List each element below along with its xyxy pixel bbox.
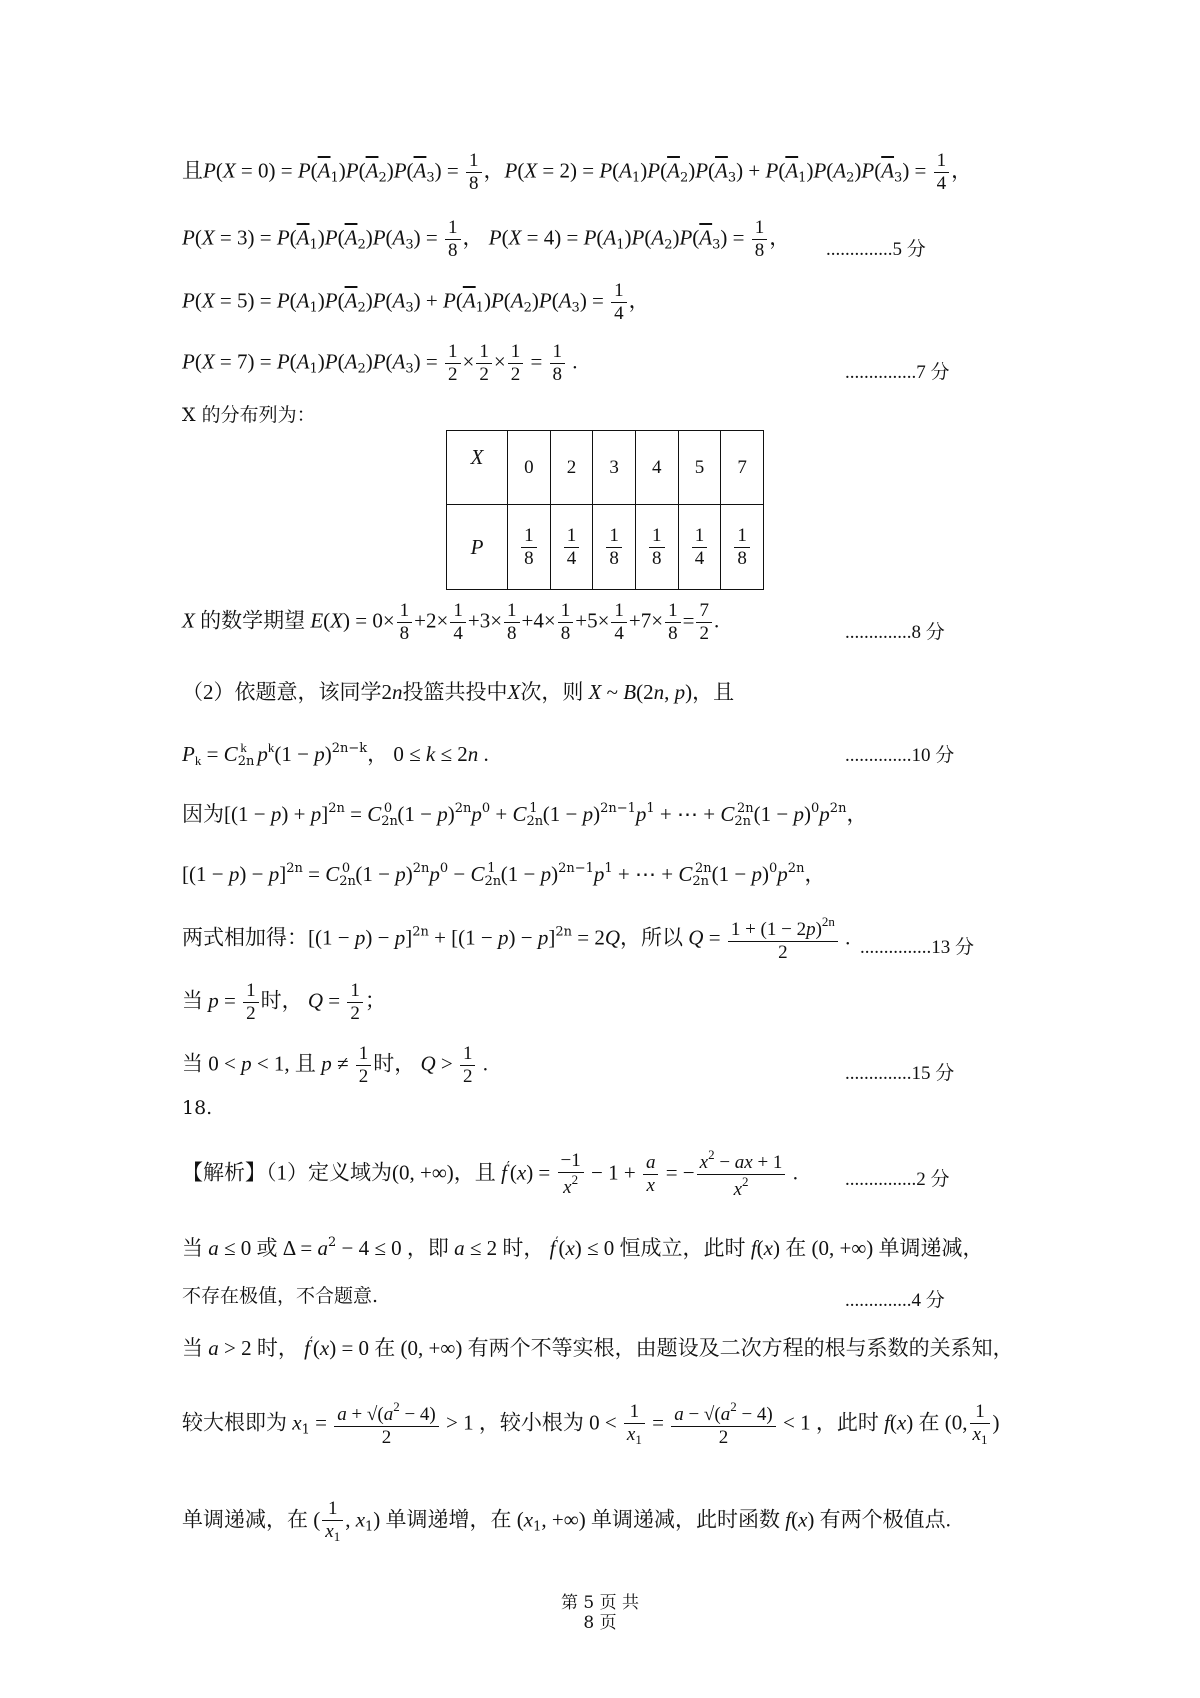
table-row-p: [447, 505, 764, 590]
line-10: $[(1 - p) - p]^{2n} = C_{2n}^0$ $(1 - p)^{2n}p^0 - C_{2n}^1$ $(1 - p)^{2n-1}p^1$ + ⋯ + $C_{2n}^{2n}(1 - p)^0p^{2n}$，: [182, 861, 826, 889]
line-12: 当 p = $\frac{1}{2}$ 时， Q = $\frac{1}{2}$ ；: [182, 980, 386, 1024]
p-value: $\frac{1}{4}$: [678, 505, 721, 590]
score-15: ..............15 分: [845, 1063, 955, 1084]
line-9: 因为$[(1 - p) + p]^{2n} = C_{2n}^0$ $(1 - p)^{2n}p^0 + C_{2n}^1$ $(1 - p)^{2n-1}p^1$ + ⋯ + $C_{2n}^{2n}(1 - p)^0p^{2n}$，: [182, 801, 868, 829]
row-label-x: X: [447, 431, 508, 505]
p-value: $\frac{1}{8}$: [593, 505, 636, 590]
x-value: 0: [508, 431, 551, 505]
line-2: $P(X = 3) = P(\overline{A}_1)P(\overline{A}_2)P(A_3)$ = $\frac{1}{8}$ ， $P(X = 4) = P(A_1)P(A_2)P(\overline{A}_3)$ = $\frac{1}{8}$ ，: [182, 217, 791, 261]
page-number: 第 5 页 共: [560, 1593, 640, 1613]
page-total: 8 页: [583, 1613, 617, 1633]
line-8: $P_k = C_{2n}^k$ $p^k(1 - p)^{2n-k}$， 0 ≤ k ≤ 2n .: [182, 740, 489, 769]
p-value: $\frac{1}{8}$: [721, 505, 764, 590]
x-value: 4: [635, 431, 678, 505]
line-7: （2）依题意，该同学2n投篮共投中X次，则 X ~ B(2n, p)，且: [182, 680, 735, 704]
line-15: 【解析】（1）定义域为(0, +∞)，且 f′(x) = $\frac{-1}{x^2}$ − 1 + $\frac{a}{x}$ = − $\frac{x^2 - ax + 1}{x^2}$ .: [182, 1147, 798, 1200]
table-row-x: [447, 431, 764, 505]
line-13: 当 0 < p < 1, 且 p ≠ $\frac{1}{2}$ 时， Q > $\frac{1}{2}$ .: [182, 1043, 488, 1087]
x-value: 2: [550, 431, 593, 505]
distribution-table: [446, 430, 764, 590]
line-5: X 的分布列为：: [182, 404, 316, 426]
line-1: 且$P(X = 0) = P(\overline{A}_1)P(\overline{A}_2)P(\overline{A}_3)$ = $\frac{1}{8}$ ，$P(X = 2) = P(A_1)P(\overline{A}_2)P(\overline{A}_3) + P(\overline{A}_1)P(A_2)P(\overline{A}_3)$ = $\frac{1}{4}$ ，: [182, 150, 973, 194]
line-3: $P(X = 5) = P(A_1)P(\overline{A}_2)P(A_3) + P(\overline{A}_1)P(A_2)P(A_3)$ = $\frac{1}{4}$ ，: [182, 280, 650, 324]
row-label-p: P: [447, 505, 508, 590]
line-6: X 的数学期望 E(X) = 0× $\frac{1}{8}$ +2× $\frac{1}{4}$ +3× $\frac{1}{8}$ +4× $\frac{1}{8}$ +5× $\frac{1}{4}$ +7× $\frac{1}{8}$ = $\frac{7}{2}$ .: [182, 600, 720, 644]
score-4: ..............4 分: [845, 1290, 945, 1311]
p-value: $\frac{1}{8}$: [635, 505, 678, 590]
score-5: ..............5 分: [826, 239, 926, 260]
x-value: 5: [678, 431, 721, 505]
line-18: 当 a > 2 时， f′(x) = 0 在 (0, +∞) 有两个不等实根，由题设及二次方程的根与系数的关系知，: [182, 1335, 1014, 1360]
p-value: $\frac{1}{8}$: [508, 505, 551, 590]
x-value: 3: [593, 431, 636, 505]
line-4: $P(X = 7) = P(A_1)P(A_2)P(A_3)$ = $\frac{1}{2}$ × $\frac{1}{2}$ × $\frac{1}{2}$ = $\frac{1}{8}$ .: [182, 341, 578, 385]
score-8: ..............8 分: [845, 622, 945, 643]
line-14: 18.: [182, 1097, 213, 1119]
x-value: 7: [721, 431, 764, 505]
line-11: 两式相加得：$[(1 - p) - p]^{2n} + [(1 - p) - p]^{2n} = 2Q$，所以 Q = $\frac{1 + (1 - 2p)^{2n}}{2}$ .: [182, 914, 851, 963]
line-20: 单调递减，在 ( $\frac{1}{x_1}$ , $x_1$) 单调递增，在 ($x_1$, +∞) 单调递减，此时函数 f(x) 有两个极值点.: [182, 1498, 951, 1544]
score-10: ..............10 分: [845, 745, 955, 766]
score-13: ...............13 分: [860, 937, 975, 958]
score-7: ...............7 分: [845, 362, 950, 383]
line-17: 不存在极值，不合题意.: [182, 1285, 379, 1307]
score-2: ...............2 分: [845, 1169, 950, 1190]
line-16: 当 a ≤ 0 或 $\Delta = a^2 - 4 \le 0$ ，即 a ≤ 2 时， f′(x) ≤ 0 恒成立，此时 f(x) 在 (0, +∞) 单调递减，: [182, 1235, 984, 1260]
line-19: 较大根即为 $x_1$ = $\frac{a + √(a^2 - 4)}{2}$ > 1 ，较小根为 0 < $\frac{1}{x_1}$ = $\frac{a - √(a^2 - 4)}{2}$ < 1 ，此时 f(x) 在 (0, $\frac{1}{x_1}$ ): [182, 1399, 1000, 1448]
p-value: $\frac{1}{4}$: [550, 505, 593, 590]
